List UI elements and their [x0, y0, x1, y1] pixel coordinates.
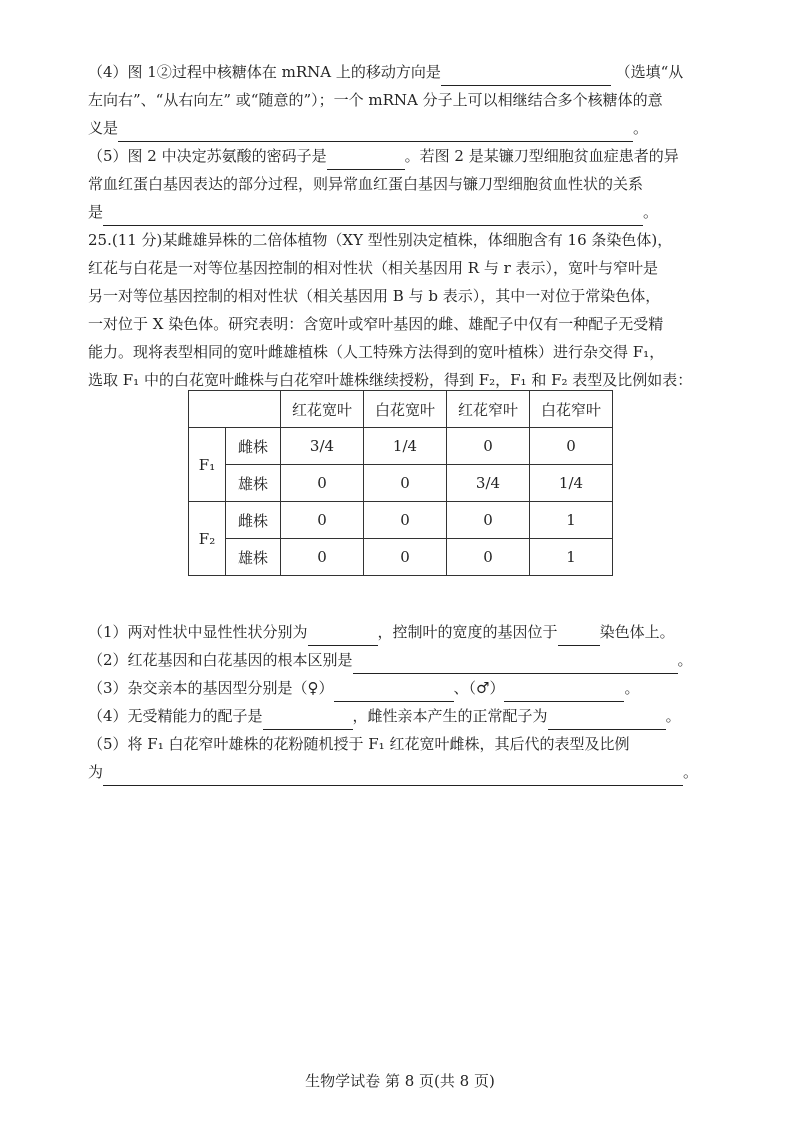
sex-label: 雄株	[226, 539, 281, 576]
table-cell: 1	[530, 502, 613, 539]
table-header: 白花窄叶	[530, 391, 613, 428]
table-cell: 0	[530, 428, 613, 465]
table-cell: 0	[281, 539, 364, 576]
table-cell: 0	[447, 428, 530, 465]
table-cell: 0	[281, 465, 364, 502]
table-cell: 3/4	[281, 428, 364, 465]
table-row	[189, 502, 613, 539]
table-cell: 1	[530, 539, 613, 576]
table-cell: 0	[364, 465, 447, 502]
table-cell: 0	[364, 502, 447, 539]
table-cell: 3/4	[447, 465, 530, 502]
question-5: （5）图 2 中决定苏氨酸的密码子是 。若图 2 是某镰刀型细胞贫血症患者的异 常血红蛋白基因表达的部分过程，则异常血红蛋白基因与镰刀型细胞贫血性状的关系 是 。	[88, 142, 708, 226]
subquestions-25: （1）两对性状中显性性状分别为 ，控制叶的宽度的基因位于 染色体上。 （2）红花基因和白花基因的根本区别是 。 （3）杂交亲本的基因型分别是（♀） 、（♂） 。 （4）无受精能力的配子是 ，雌性亲本产生的正常配子为 。 （5）将 F₁ 白花窄叶雄株的花粉随机授于 F₁ 红花宽叶雌株，其后代的表型及比例 为 。	[88, 618, 708, 786]
answer-blank-25-1b[interactable]	[558, 627, 600, 646]
answer-blank-25-5[interactable]	[103, 767, 683, 786]
table-header-row	[189, 391, 613, 428]
table-row	[189, 539, 613, 576]
page-footer: 生物学试卷 第 8 页(共 8 页)	[305, 1072, 495, 1090]
question-25: 25.(11 分)某雌雄异株的二倍体植物（XY 型性别决定植株，体细胞含有 16 条染色体)， 红花与白花是一对等位基因控制的相对性状（相关基因用 R 与 r 表示），宽叶与窄叶是 另一对等位基因控制的相对性状（相关基因用 B 与 b 表示），其中一对位于常染色体， 一对位于 X 染色体。研究表明：含宽叶或窄叶基因的雌、雄配子中仅有一种配子无受精 能力。现将表型相同的宽叶雌雄植株（人工特殊方法得到的宽叶植株）进行杂交得 F₁， 选取 F₁ 中的白花宽叶雌株与白花窄叶雄株继续授粉，得到 F₂，F₁ 和 F₂ 表型及比例如表：	[88, 231, 693, 389]
answer-blank-q4-2[interactable]	[118, 123, 633, 142]
sex-label: 雄株	[226, 465, 281, 502]
table-cell: 1/4	[364, 428, 447, 465]
answer-blank-25-2[interactable]	[353, 655, 678, 674]
sex-label: 雌株	[226, 502, 281, 539]
table-row	[189, 428, 613, 465]
answer-blank-25-1a[interactable]	[308, 627, 378, 646]
generation-label: F₁	[189, 428, 226, 502]
answer-blank-q5-2[interactable]	[103, 207, 643, 226]
answer-blank-q5-1[interactable]	[327, 151, 405, 170]
table-cell: 0	[364, 539, 447, 576]
table-header: 白花宽叶	[364, 391, 447, 428]
answer-blank-25-4b[interactable]	[548, 711, 666, 730]
table-header: 红花宽叶	[281, 391, 364, 428]
table-header: 红花窄叶	[447, 391, 530, 428]
table-cell: 0	[447, 539, 530, 576]
generation-label: F₂	[189, 502, 226, 576]
question-4: （4）图 1②过程中核糖体在 mRNA 上的移动方向是 （选填“从 左向右”、“从右向左” 或“随意的”）；一个 mRNA 分子上可以相继结合多个核糖体的意 义是 。	[88, 58, 708, 142]
table-row	[189, 465, 613, 502]
phenotype-table	[188, 390, 613, 576]
table-cell: 0	[447, 502, 530, 539]
answer-blank-25-3b[interactable]	[504, 683, 624, 702]
table-cell: 1/4	[530, 465, 613, 502]
answer-blank-25-3a[interactable]	[334, 683, 454, 702]
table-cell: 0	[281, 502, 364, 539]
answer-blank-25-4a[interactable]	[263, 711, 353, 730]
sex-label: 雌株	[226, 428, 281, 465]
answer-blank-q4-1[interactable]	[441, 67, 611, 86]
